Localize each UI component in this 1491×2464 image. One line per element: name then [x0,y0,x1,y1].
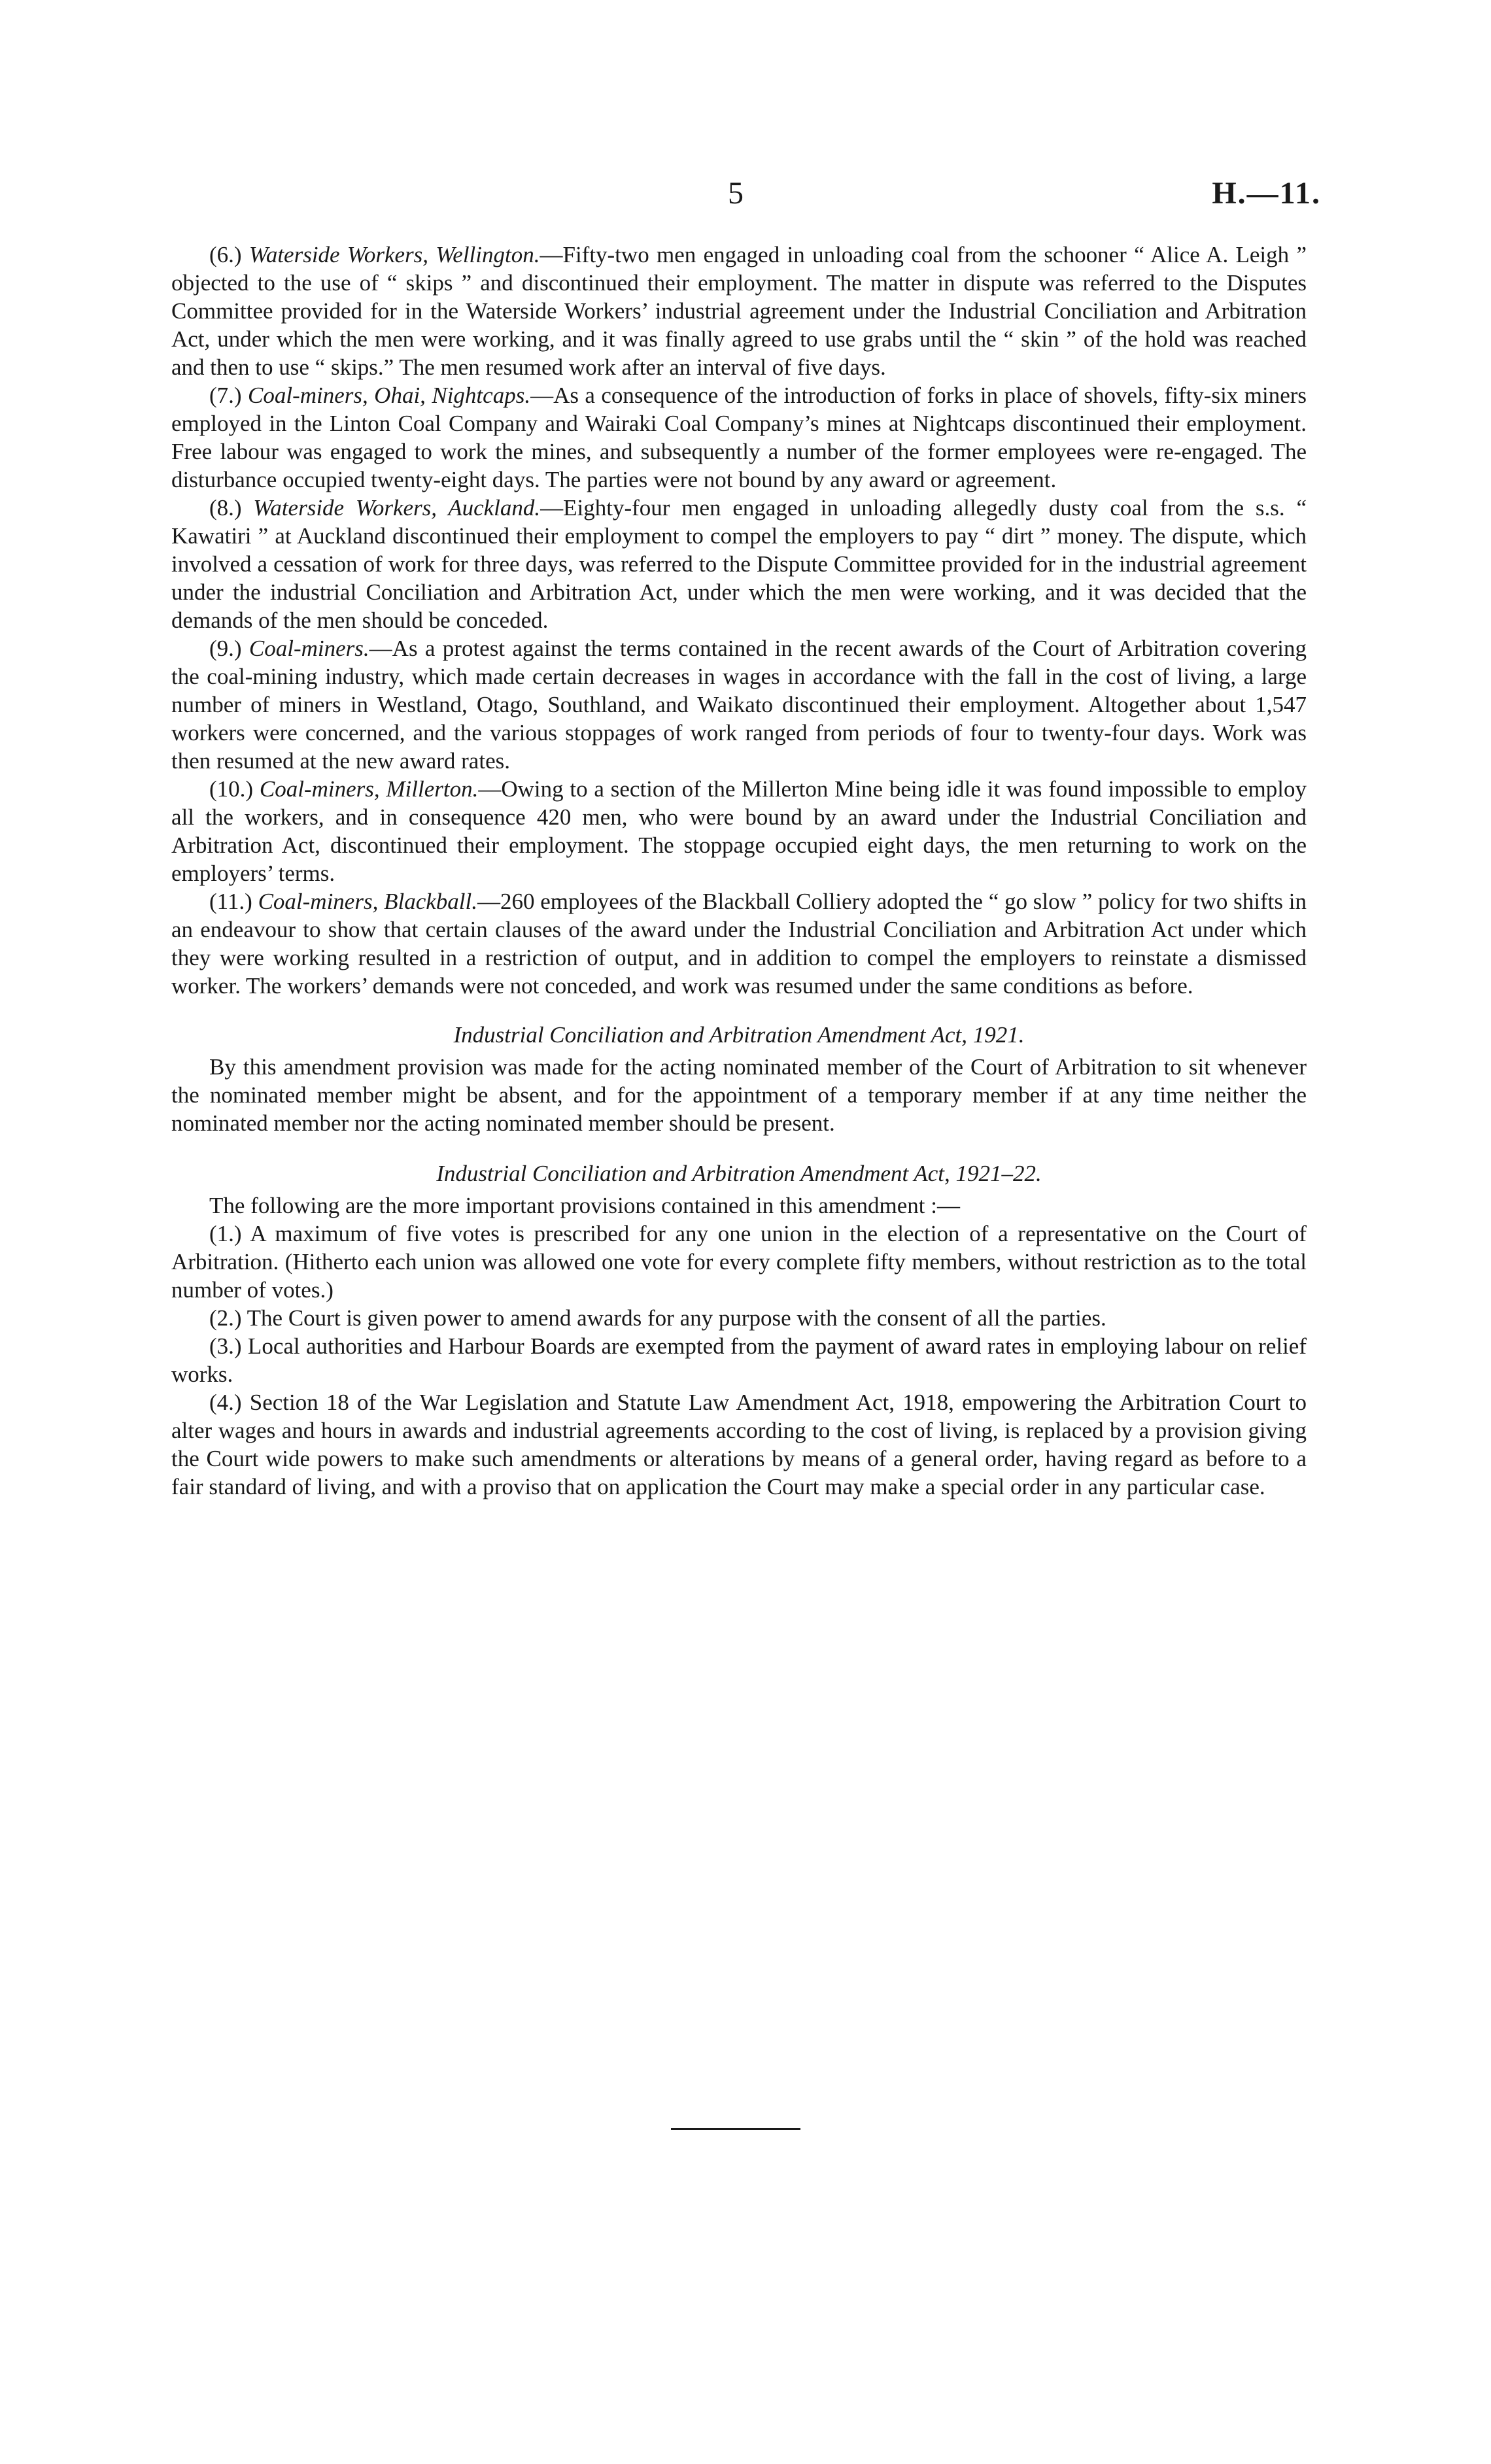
dispute-paragraph-11 [171,887,1307,1000]
dispute-title: Coal-miners, Millerton. [259,776,479,802]
provision-1: (1.) A maximum of five votes is prescribed for any one union in the election of a representative on the Court of Arbitration. (Hitherto each union was allowed one vote for every complete fifty members, without restriction as to the total number of votes.) [171,1221,1307,1303]
amendment-1921-22-intro: The following are the more important provisions contained in this amendment :— [209,1193,960,1218]
dispute-number: (8.) [209,495,242,521]
provision-3: (3.) Local authorities and Harbour Boards are exempted from the payment of award rates in employing labour on relief works. [171,1333,1307,1387]
paper-reference: H.—11. [1212,176,1321,211]
provision-2: (2.) The Court is given power to amend awards for any purpose with the consent of all the parties. [209,1305,1106,1331]
dispute-number: (10.) [209,776,254,802]
dispute-text: —260 employees of the Blackball Colliery adopted the “ go slow ” policy for two shifts in an endeavour to show that certain clauses of the award under the Industrial Conciliation and Arbitration Act under which they were working resulted in a restriction of output, and in addition to compel the employers to reinstate a dismissed worker. The workers’ demands were not conceded, and work was resumed under the same conditions as before. [171,889,1307,999]
section-heading-amendment-1921: Industrial Conciliation and Arbitration Amendment Act, 1921. [453,1022,1025,1048]
dispute-number: (7.) [209,383,242,408]
provision-4: (4.) Section 18 of the War Legislation and Statute Law Amendment Act, 1918, empowering the Arbitration Court to alter wages and hours in awards and industrial agreements according to the cost of living, is replaced by a provision giving the Court wide powers to make such amendments or alterations by means of a general order, having regard as before to a fair standard of living, and with a proviso that on application the Court may make a special order in any particular case. [171,1390,1307,1499]
section-heading-amendment-1921-22: Industrial Conciliation and Arbitration Amendment Act, 1921–22. [436,1161,1042,1186]
dispute-number: (6.) [209,242,242,267]
dispute-paragraph-10 [171,775,1307,887]
dispute-title: Waterside Workers, Wellington. [248,242,540,267]
dispute-paragraph-9 [171,634,1307,775]
dispute-paragraph-8 [171,494,1307,634]
dispute-number: (11.) [209,889,252,914]
dispute-title: Coal-miners, Ohai, Nightcaps. [248,383,531,408]
dispute-paragraph-6 [171,241,1307,381]
dispute-title: Coal-miners, Blackball. [258,889,477,914]
page-number: 5 [728,176,744,211]
dispute-text: —Owing to a section of the Millerton Mine being idle it was found impossible to employ all the workers, and in consequence 420 men, who were bound by an award under the Industrial Conciliation and Arbitration Act, discontinued their employment. The stoppage occupied eight days, the men returning to work on the employers’ terms. [171,776,1307,886]
dispute-title: Waterside Workers, Auckland. [253,495,541,521]
closing-rule [671,2128,800,2130]
dispute-paragraph-7 [171,381,1307,494]
dispute-text: —As a consequence of the introduction of forks in place of shovels, fifty-six miners employed in the Linton Coal Company and Wairaki Coal Company’s mines at Nightcaps discontinued their employment. Free labour was engaged to work the mines, and subsequently a number of the former employees were re-engaged. The disturbance occupied twenty-eight days. The parties were not bound by any award or agreement. [171,383,1307,492]
dispute-number: (9.) [209,636,242,661]
dispute-text: —Fifty-two men engaged in unloading coal from the schooner “ Alice A. Leigh ” objected to the use of “ skips ” and discontinued their employment. The matter in dispute was referred to the Disputes Committee provided for in the Waterside Workers’ industrial agreement under the Industrial Conciliation and Arbitration Act, under which the men were working, and it was finally agreed to use grabs until the “ skin ” of the hold was reached and then to use “ skips.” The men resumed work after an interval of five days. [171,242,1307,380]
dispute-text: —Eighty-four men engaged in unloading allegedly dusty coal from the s.s. “ Kawatiri ” at Auckland discontinued their employment to compel the employers to pay “ dirt ” money. The dispute, which involved a cessation of work for three days, was referred to the Dispute Committee provided for in the industrial agreement under the industrial Conciliation and Arbitration Act, under which the men were working, and it was decided that the demands of the men should be conceded. [171,495,1307,633]
amendment-1921-paragraph: By this amendment provision was made for the acting nominated member of the Court of Arbitration to sit whenever the nominated member might be absent, and for the appointment of a temporary member if at any time neither the nominated member nor the acting nominated member should be present. [171,1054,1307,1136]
page-body [171,241,1307,1501]
dispute-title: Coal-miners. [248,636,369,661]
dispute-text: —As a protest against the terms contained in the recent awards of the Court of Arbitration covering the coal-mining industry, which made certain decreases in wages in accordance with the fall in the cost of living, a large number of miners in Westland, Otago, Southland, and Waikato discontinued their employment. Altogether about 1,547 workers were concerned, and the various stoppages of work ranged from periods of four to twenty-four days. Work was then resumed at the new award rates. [171,636,1307,774]
